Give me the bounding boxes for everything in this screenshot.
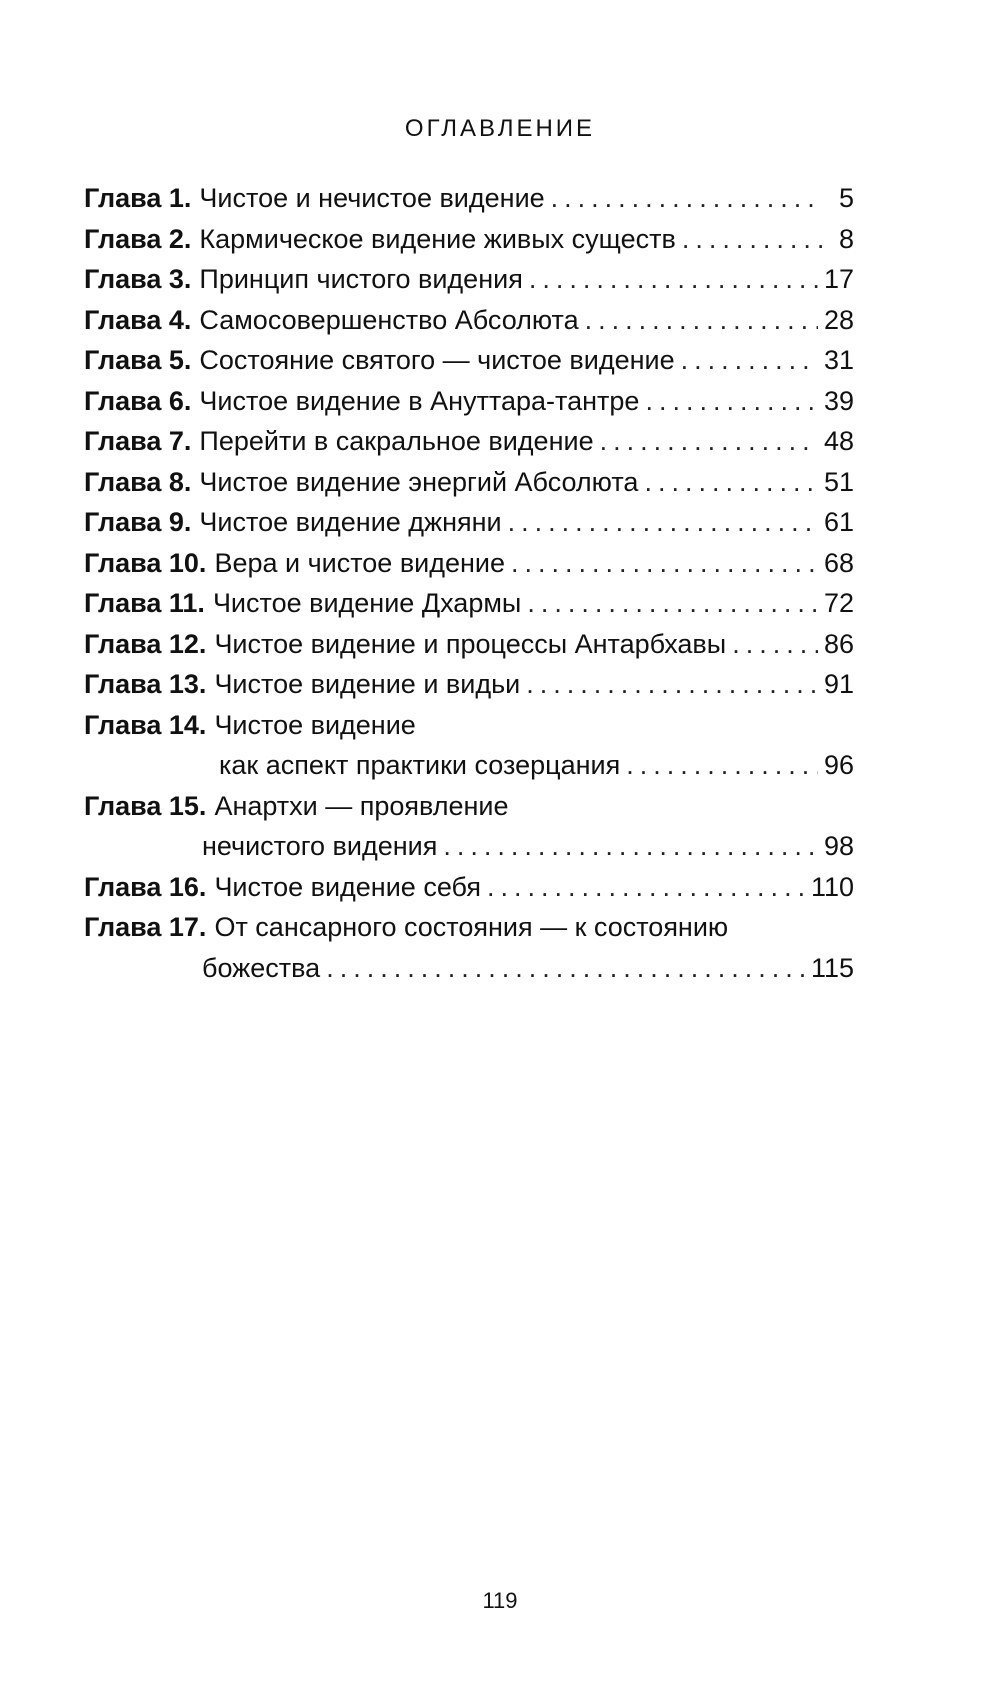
toc-entry-9[interactable]: [84, 502, 854, 543]
chapter-label: Глава 13.: [84, 669, 207, 699]
chapter-page: 68: [823, 547, 854, 578]
chapter-label: Глава 5.: [84, 345, 192, 375]
chapter-title-continued: как аспект практики созерцания: [219, 750, 621, 780]
leader-dots: [511, 543, 818, 584]
chapter-label: Глава 17.: [84, 912, 207, 942]
chapter-title: Анартхи — проявление: [214, 790, 509, 821]
chapter-label: Глава 9.: [84, 507, 192, 537]
chapter-title: Принцип чистого видения: [199, 264, 523, 294]
chapter-page: 51: [823, 466, 854, 497]
toc-entry-17[interactable]: [84, 907, 854, 988]
page-number: 119: [482, 1588, 518, 1613]
leader-dots: [551, 178, 822, 219]
chapter-page: 8: [838, 223, 854, 254]
leader-dots: [682, 219, 822, 260]
chapter-title: От сансарного состояния — к состоянию: [214, 912, 729, 942]
chapter-label: Глава 3.: [84, 264, 192, 294]
toc-entry-7[interactable]: [84, 421, 854, 462]
chapter-page: 5: [838, 183, 854, 213]
chapter-page: 115: [810, 952, 854, 983]
chapter-label: Глава 1.: [84, 183, 192, 213]
leader-dots: [487, 867, 805, 908]
leader-dots: [732, 624, 818, 665]
toc-entry-10[interactable]: [84, 543, 854, 584]
toc-entry-16[interactable]: [84, 867, 854, 908]
chapter-label: Глава 14.: [84, 709, 207, 740]
leader-dots: [645, 381, 818, 422]
chapter-page: 28: [823, 304, 854, 335]
toc-entry-1[interactable]: [84, 178, 854, 219]
page-title: оглавление: [404, 106, 596, 144]
chapter-page: 48: [823, 426, 854, 456]
chapter-label: Глава 15.: [84, 790, 207, 821]
chapter-page: 91: [823, 669, 854, 699]
leader-dots: [508, 502, 818, 543]
chapter-title: Кармическое видение живых существ: [199, 223, 676, 254]
chapter-label: Глава 6.: [84, 385, 192, 416]
chapter-title-continued: божества: [202, 952, 321, 983]
chapter-label: Глава 11.: [84, 588, 205, 618]
toc-entry-2[interactable]: [84, 219, 854, 260]
chapter-page: 96: [823, 750, 854, 780]
chapter-title: Чистое видение в Ануттара-тантре: [199, 385, 640, 416]
chapter-title: Чистое и нечистое видение: [199, 183, 545, 213]
chapter-page: 98: [823, 831, 854, 861]
chapter-title: Состояние святого — чистое видение: [199, 345, 675, 375]
chapter-title: Чистое видение Дхармы: [212, 588, 522, 618]
chapter-page: 17: [823, 264, 854, 294]
chapter-title: Чистое видение: [214, 709, 416, 740]
leader-dots: [529, 259, 818, 300]
chapter-title: Самосовершенство Абсолюта: [199, 304, 579, 335]
chapter-label: Глава 4.: [84, 304, 192, 335]
chapter-title: Чистое видение и процессы Антарбхавы: [214, 628, 727, 659]
table-of-contents: [84, 178, 854, 988]
chapter-title: Чистое видение джняни: [199, 507, 502, 537]
toc-entry-14[interactable]: [84, 705, 854, 786]
chapter-page: 86: [823, 628, 854, 659]
chapter-page: 110: [810, 871, 854, 902]
chapter-label: Глава 10.: [84, 547, 207, 578]
toc-entry-3[interactable]: [84, 259, 854, 300]
toc-entry-4[interactable]: [84, 300, 854, 341]
leader-dots: [527, 583, 818, 624]
chapter-title: Чистое видение себя: [214, 871, 482, 902]
chapter-page: 72: [823, 588, 854, 618]
chapter-label: Глава 16.: [84, 871, 207, 902]
leader-dots: [644, 462, 818, 503]
chapter-page: 39: [823, 385, 854, 416]
chapter-title-continued: нечистого видения: [202, 831, 438, 861]
leader-dots: [585, 300, 818, 341]
toc-entry-15[interactable]: [84, 786, 854, 867]
leader-dots: [600, 421, 818, 462]
chapter-title: Чистое видение энергий Абсолюта: [199, 466, 639, 497]
toc-entry-5[interactable]: [84, 340, 854, 381]
chapter-label: Глава 12.: [84, 628, 207, 659]
chapter-title: Чистое видение и видьи: [214, 669, 521, 699]
leader-dots: [626, 745, 818, 786]
chapter-page: 31: [823, 345, 854, 375]
chapter-label: Глава 7.: [84, 426, 192, 456]
toc-entry-8[interactable]: [84, 462, 854, 503]
toc-entry-11[interactable]: [84, 583, 854, 624]
chapter-title: Вера и чистое видение: [214, 547, 506, 578]
toc-entry-6[interactable]: [84, 381, 854, 422]
chapter-page: 61: [823, 507, 854, 537]
toc-entry-12[interactable]: [84, 624, 854, 665]
leader-dots: [681, 340, 818, 381]
chapter-label: Глава 2.: [84, 223, 192, 254]
chapter-title: Перейти в сакральное видение: [199, 426, 594, 456]
chapter-label: Глава 8.: [84, 466, 192, 497]
leader-dots: [443, 826, 818, 867]
leader-dots: [326, 948, 805, 989]
leader-dots: [526, 664, 818, 705]
toc-entry-13[interactable]: [84, 664, 854, 705]
